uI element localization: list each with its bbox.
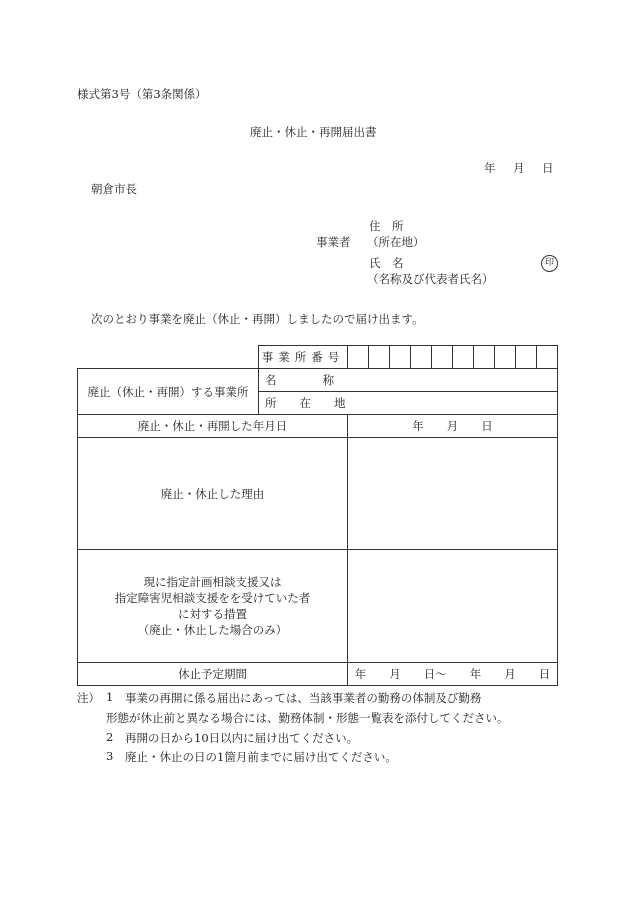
office-number-cell[interactable]	[495, 346, 516, 369]
measures-label-line: （廃止・休止した場合のみ）	[137, 623, 288, 637]
measures-label	[78, 550, 348, 663]
office-number-cell[interactable]	[348, 346, 369, 369]
measures-label-line: 指定障害児相談支援をを受けていた者	[114, 591, 311, 605]
address-label: 住 所	[369, 219, 404, 233]
office-number-cell[interactable]	[537, 346, 558, 369]
office-number-cell[interactable]	[516, 346, 537, 369]
date-row-label: 廃止・休止・再開した年月日	[78, 415, 348, 438]
reason-label: 廃止・休止した理由	[78, 438, 348, 550]
applicant-label: 事業者	[316, 235, 351, 249]
office-name-label: 名 称	[265, 373, 334, 387]
note-3-number: 3	[106, 749, 114, 763]
note-1-text-cont: 形態が休止前と異なる場合には、勤務体制・形態一覧表を添付してください。	[106, 711, 509, 725]
date-row-value[interactable]: 年 月 日	[348, 415, 558, 438]
note-2-number: 2	[106, 730, 114, 744]
reason-field[interactable]	[348, 438, 558, 550]
office-number-cell[interactable]	[432, 346, 453, 369]
notes-prefix: 注）	[77, 691, 100, 705]
note-3-text: 廃止・休止の日の1箇月前までに届け出てください。	[125, 750, 397, 764]
seal-mark: 印	[541, 255, 558, 272]
period-label: 休止予定期間	[78, 663, 348, 686]
office-number-cell[interactable]	[453, 346, 474, 369]
office-location-label: 所 在 地	[265, 396, 346, 410]
note-1-text: 事業の再開に係る届出にあっては、当該事業者の勤務の体制及び勤務	[125, 691, 482, 705]
office-number-cell[interactable]	[390, 346, 411, 369]
name-sub-label: （名称及び代表者氏名）	[367, 272, 494, 286]
note-1-number: 1	[106, 690, 114, 704]
office-number-label: 事業所番号	[259, 346, 348, 369]
office-number-cell[interactable]	[369, 346, 390, 369]
office-location-field[interactable]	[259, 392, 558, 415]
document-title: 廃止・休止・再開届出書	[250, 125, 377, 139]
office-label: 廃止（休止・再開）する事業所	[78, 369, 259, 415]
period-value[interactable]: 年 月 日〜 年 月 日	[348, 663, 558, 686]
measures-label-line: に対する措置	[178, 607, 247, 621]
address-sub-label: （所在地）	[367, 235, 425, 249]
name-label: 氏 名	[369, 256, 404, 270]
intro-text: 次のとおり事業を廃止（休止・再開）しましたので届け出ます。	[91, 312, 424, 326]
office-name-field[interactable]	[259, 369, 558, 392]
measures-label-line: 現に指定計画相談支援又は	[143, 575, 282, 589]
measures-field[interactable]	[348, 550, 558, 663]
date-line: 年 月 日	[484, 161, 557, 175]
addressee: 朝倉市長	[91, 182, 137, 196]
note-2-text: 再開の日から10日以内に届け出てください。	[125, 731, 359, 745]
notification-table	[77, 345, 558, 686]
office-number-cell[interactable]	[474, 346, 495, 369]
office-number-cell[interactable]	[411, 346, 432, 369]
form-number: 様式第3号（第3条関係）	[77, 87, 207, 101]
